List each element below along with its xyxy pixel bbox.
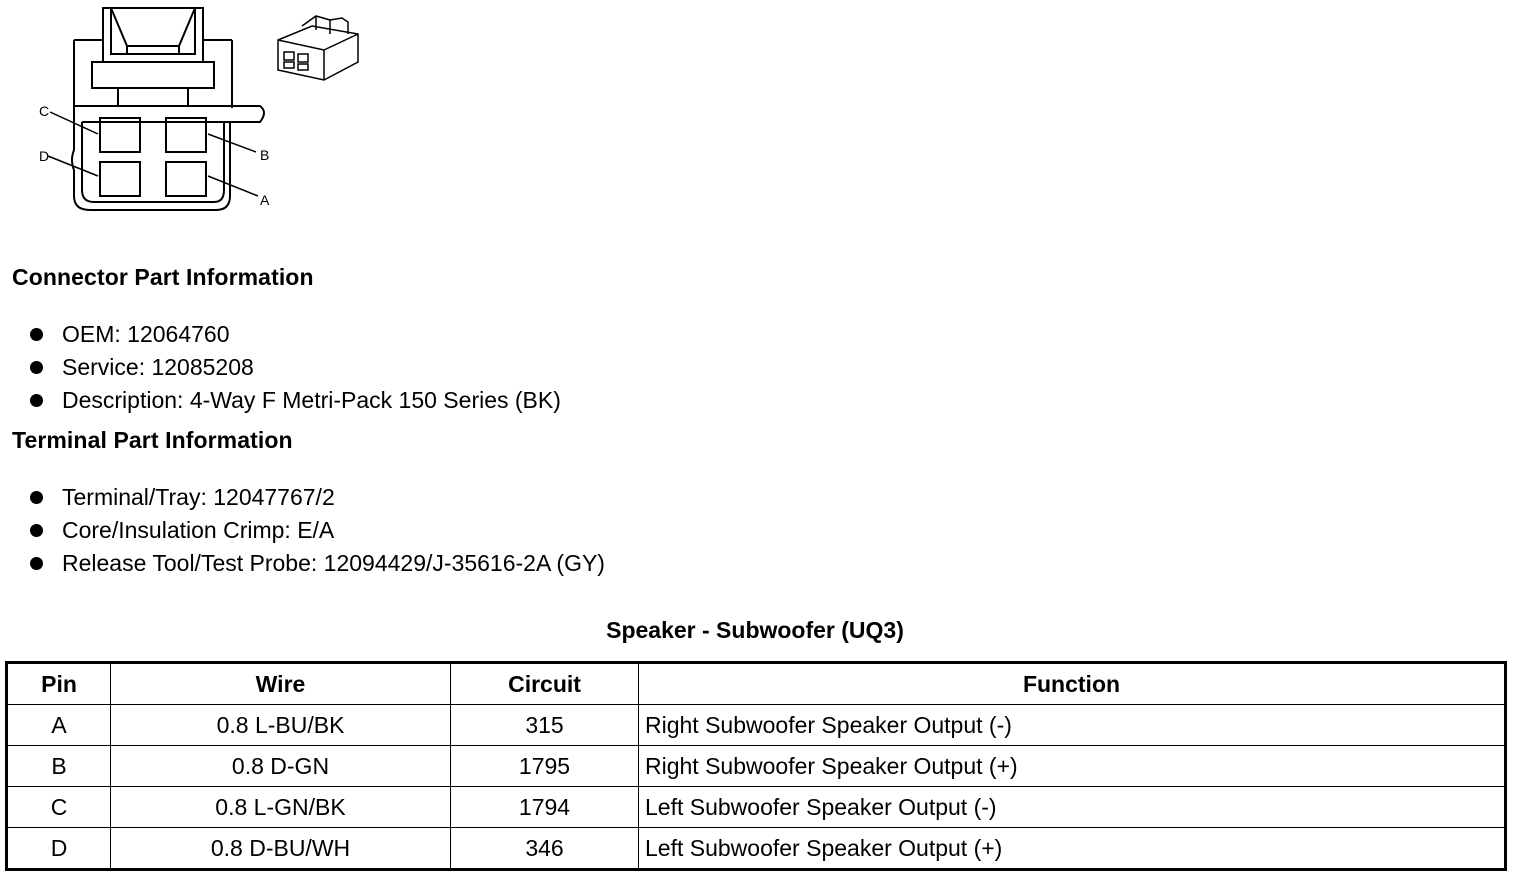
header-pin: Pin bbox=[7, 663, 111, 705]
terminal-info-list bbox=[28, 481, 605, 580]
pin-label-b: B bbox=[260, 147, 270, 163]
table-row bbox=[7, 787, 1506, 828]
cell-wire: 0.8 D-GN bbox=[111, 746, 451, 787]
cell-wire: 0.8 L-BU/BK bbox=[111, 705, 451, 746]
table-header-row bbox=[7, 663, 1506, 705]
connector-face-diagram bbox=[30, 0, 280, 220]
bullet-icon bbox=[30, 328, 43, 341]
connector-info-title: Connector Part Information bbox=[12, 264, 314, 290]
pin-label-c: C bbox=[39, 103, 50, 119]
cell-pin: C bbox=[7, 787, 111, 828]
cell-circuit: 1794 bbox=[451, 787, 639, 828]
terminal-tray-text: Terminal/Tray: 12047767/2 bbox=[62, 484, 335, 510]
pin-label-a: A bbox=[260, 192, 270, 208]
list-item bbox=[28, 481, 605, 514]
list-item bbox=[28, 318, 561, 351]
list-item bbox=[28, 547, 605, 580]
connector-info-list bbox=[28, 318, 561, 417]
bullet-icon bbox=[30, 361, 43, 374]
service-text: Service: 12085208 bbox=[62, 354, 254, 380]
cell-pin: B bbox=[7, 746, 111, 787]
table-row bbox=[7, 828, 1506, 870]
table-row bbox=[7, 746, 1506, 787]
cell-circuit: 315 bbox=[451, 705, 639, 746]
terminal-info-title: Terminal Part Information bbox=[12, 427, 293, 453]
cell-circuit: 1795 bbox=[451, 746, 639, 787]
table-title: Speaker - Subwoofer (UQ3) bbox=[606, 617, 904, 643]
cell-function: Left Subwoofer Speaker Output (+) bbox=[639, 828, 1506, 870]
table-row bbox=[7, 705, 1506, 746]
cell-function: Left Subwoofer Speaker Output (-) bbox=[639, 787, 1506, 828]
cell-function: Right Subwoofer Speaker Output (-) bbox=[639, 705, 1506, 746]
cell-function: Right Subwoofer Speaker Output (+) bbox=[639, 746, 1506, 787]
cell-circuit: 346 bbox=[451, 828, 639, 870]
connector-isometric-icon bbox=[272, 4, 364, 86]
list-item bbox=[28, 351, 561, 384]
cell-wire: 0.8 L-GN/BK bbox=[111, 787, 451, 828]
crimp-text: Core/Insulation Crimp: E/A bbox=[62, 517, 335, 543]
release-tool-text: Release Tool/Test Probe: 12094429/J-35616-2A (GY) bbox=[62, 550, 605, 576]
header-wire: Wire bbox=[111, 663, 451, 705]
bullet-icon bbox=[30, 524, 43, 537]
cell-pin: D bbox=[7, 828, 111, 870]
cell-pin: A bbox=[7, 705, 111, 746]
cell-wire: 0.8 D-BU/WH bbox=[111, 828, 451, 870]
oem-text: OEM: 12064760 bbox=[62, 321, 230, 347]
bullet-icon bbox=[30, 394, 43, 407]
pin-label-d: D bbox=[39, 148, 50, 164]
list-item bbox=[28, 514, 605, 547]
description-text: Description: 4-Way F Metri-Pack 150 Series (BK) bbox=[62, 387, 561, 413]
list-item bbox=[28, 384, 561, 417]
header-circuit: Circuit bbox=[451, 663, 639, 705]
header-function: Function bbox=[639, 663, 1506, 705]
pinout-table bbox=[5, 661, 1507, 871]
bullet-icon bbox=[30, 491, 43, 504]
bullet-icon bbox=[30, 557, 43, 570]
